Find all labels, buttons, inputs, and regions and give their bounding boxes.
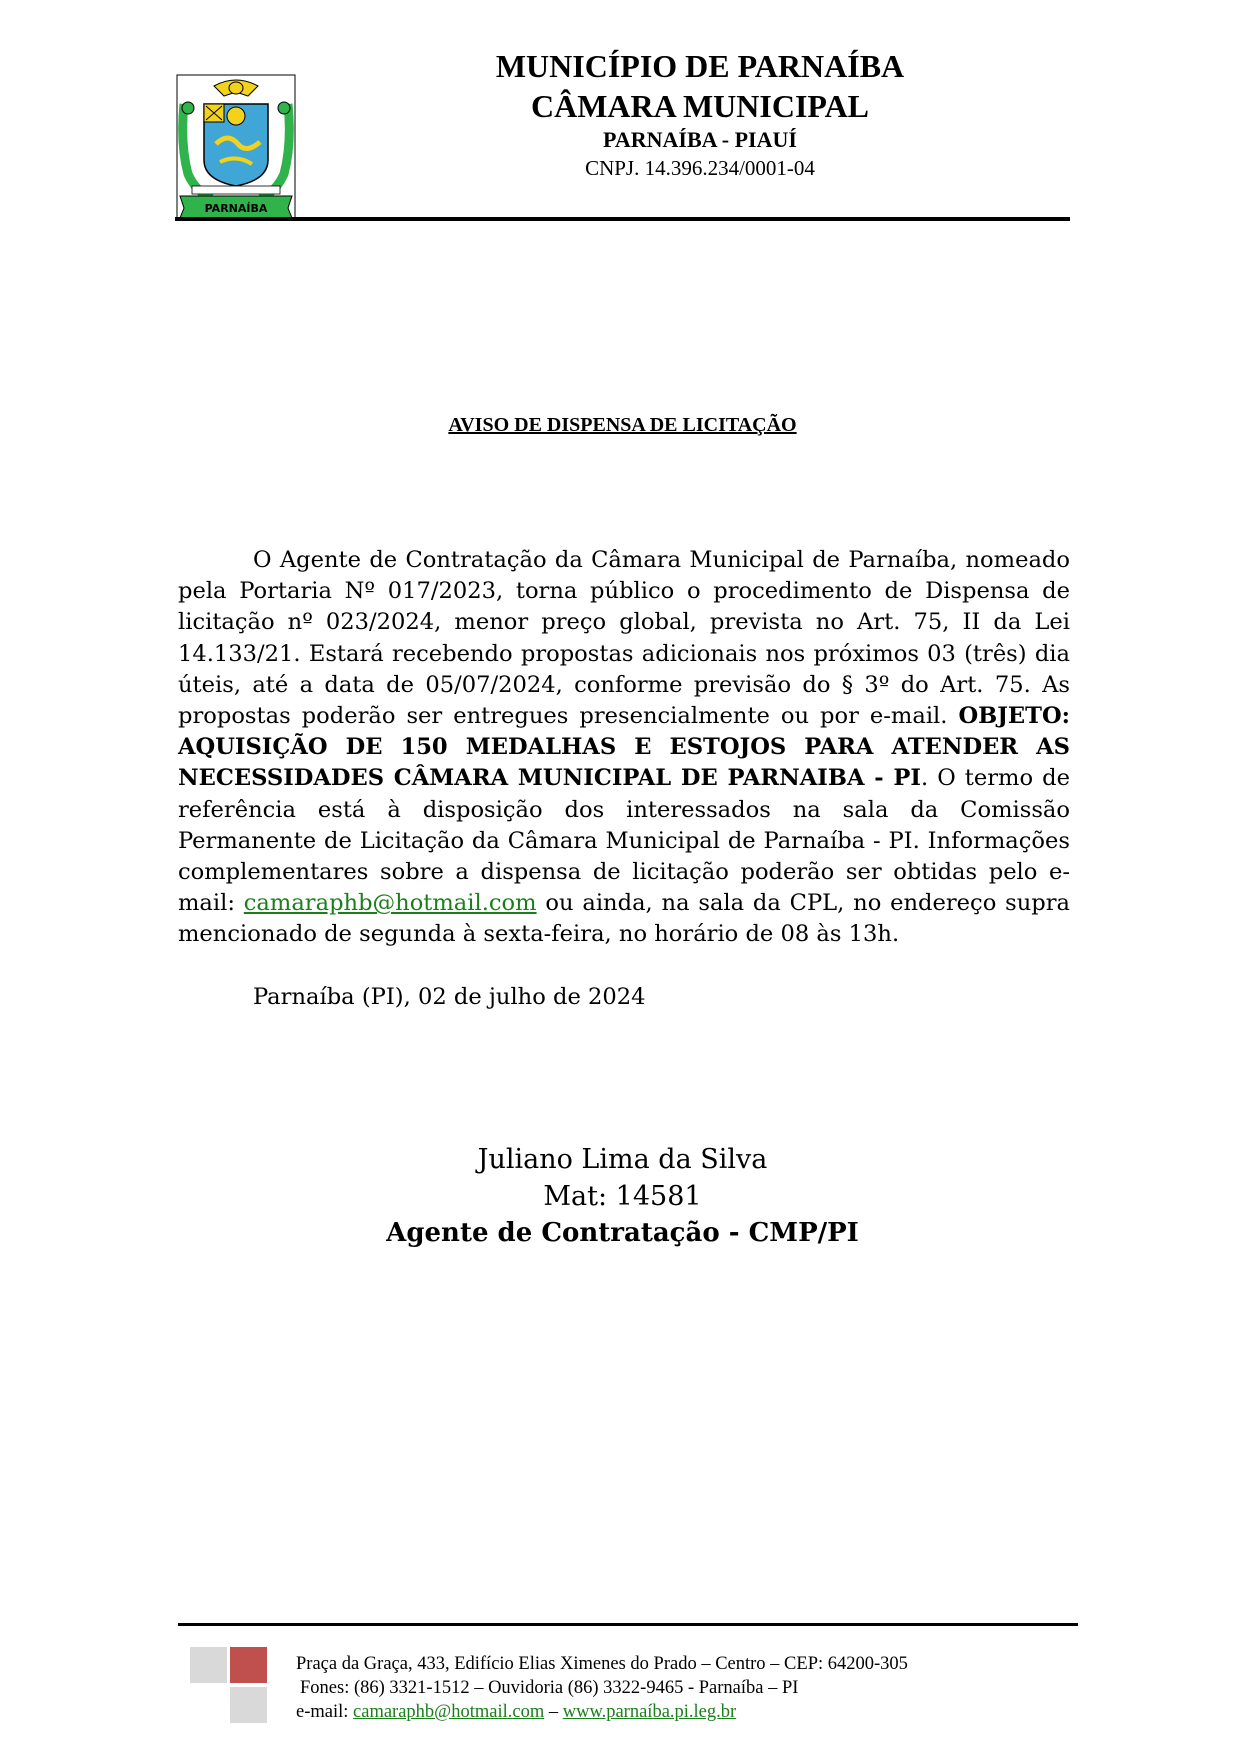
header-cnpj: CNPJ. 14.396.234/0001-04 <box>585 156 815 180</box>
header-divider <box>175 217 1070 221</box>
footer-website-link[interactable]: www.parnaíba.pi.leg.br <box>562 1702 737 1722</box>
body-part-1: O Agente de Contratação da Câmara Municipal de Parnaíba, nomeado pela Portaria Nº 017/2023, torna público o procedimento de Dispensa de licitação nº 023/2024, menor preço global, prevista no Art. 75, II da Lei 14.133/21. Estará recebendo propostas adicionais nos próximos 03 (três) dia úteis, até a data de 05/07/2024, conforme previsão do § 3º do Art. 75. As propostas poderão ser entregues presencialmente ou por e-mail. <box>178 547 1070 730</box>
header-municipality: MUNICÍPIO DE PARNAÍBA <box>495 48 905 84</box>
footer-square-red <box>230 1647 267 1683</box>
footer-square-gray <box>230 1687 267 1723</box>
footer-separator: – <box>544 1702 563 1722</box>
signer-role: Agente de Contratação - CMP/PI <box>386 1218 859 1248</box>
footer-divider <box>178 1623 1078 1626</box>
notice-body <box>178 545 1070 951</box>
footer-email-link[interactable]: camaraphb@hotmail.com <box>353 1702 545 1722</box>
footer-address: Praça da Graça, 433, Edifício Elias Ximenes do Prado – Centro – CEP: 64200-305 <box>296 1654 908 1674</box>
header-chamber: CÂMARA MUNICIPAL <box>530 88 870 124</box>
footer-square-gray <box>190 1647 227 1683</box>
body-objeto: OBJETO: AQUISIÇÃO DE 150 MEDALHAS E ESTOJOS PARA ATENDER AS NECESSIDADES CÂMARA MUNICIPAL DE PARNAIBA - PI <box>178 703 1070 792</box>
document-date: Parnaíba (PI), 02 de julho de 2024 <box>253 984 646 1010</box>
footer-email-label: e-mail: <box>296 1702 354 1722</box>
signer-name: Juliano Lima da Silva <box>477 1144 768 1175</box>
header-city-state: PARNAÍBA - PIAUÍ <box>603 127 797 152</box>
crest-ribbon-text: PARNAÍBA <box>204 202 268 215</box>
document-title: AVISO DE DISPENSA DE LICITAÇÃO <box>448 414 797 436</box>
municipal-coat-of-arms <box>176 74 296 220</box>
signer-registration: Mat: 14581 <box>543 1181 702 1212</box>
body-email-link[interactable]: camaraphb@hotmail.com <box>243 890 537 917</box>
footer-phones: Fones: (86) 3321-1512 – Ouvidoria (86) 3322-9465 - Parnaíba – PI <box>300 1678 799 1698</box>
body-part-3: ou ainda, na sala da CPL, no endereço supra mencionado de segunda à sexta-feira, no horário de 08 às 13h. <box>178 890 1070 948</box>
footer-contact <box>296 1700 736 1724</box>
body-part-2: . O termo de referência está à disposição dos interessados na sala da Comissão Permanente de Licitação da Câmara Municipal de Parnaíba - PI. Informações complementares sobre a dispensa de licitação poderão ser obtidas pelo e-mail: <box>178 765 1070 917</box>
